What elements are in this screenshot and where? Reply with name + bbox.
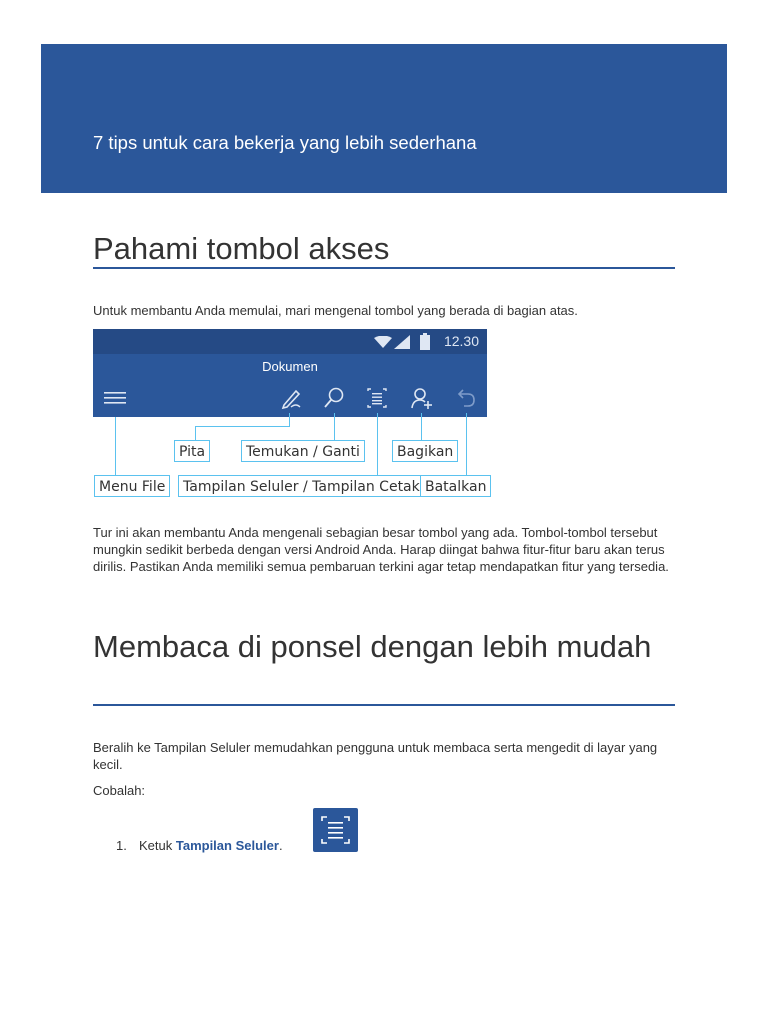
header-banner xyxy=(41,44,727,193)
mobile-view-link-text: Tampilan Seluler xyxy=(175,838,279,853)
step-1-suffix: . xyxy=(278,838,283,853)
heading-underline xyxy=(93,267,675,269)
connector-line xyxy=(334,413,335,440)
share-person-icon[interactable] xyxy=(409,385,435,411)
callout-undo: Batalkan xyxy=(420,475,491,497)
connector-line xyxy=(195,426,290,427)
wifi-icon xyxy=(374,336,392,348)
document-title: Dokumen xyxy=(262,359,318,374)
tour-paragraph: Tur ini akan membantu Anda mengenali sebagian besar tombol yang ada. Tombol-tombol tersebut mungkin sedikit berbeda dengan versi Android Anda. Harap diingat bahwa fitur-fitur baru akan terus dirilis. Pastikan Anda memiliki semua pembaruan terkini agar tetap mendapatkan fitur yang tersedia. xyxy=(93,525,669,574)
mobile-view-icon xyxy=(313,808,358,852)
connector-line xyxy=(289,413,290,427)
pen-icon[interactable] xyxy=(278,385,304,411)
status-bar xyxy=(93,329,487,354)
banner-title: 7 tips untuk cara bekerja yang lebih sederhana xyxy=(93,132,477,153)
menu-icon[interactable] xyxy=(102,385,128,411)
connector-line xyxy=(466,413,467,475)
callout-find-replace: Temukan / Ganti xyxy=(241,440,365,462)
heading-underline xyxy=(93,704,675,706)
callout-share: Bagikan xyxy=(392,440,458,462)
search-icon[interactable] xyxy=(321,385,347,411)
mobile-view-icon[interactable] xyxy=(364,385,390,411)
undo-icon[interactable] xyxy=(452,385,478,411)
connector-line xyxy=(115,417,116,475)
battery-icon xyxy=(420,333,430,350)
step-number: 1. xyxy=(116,838,127,853)
section-heading-access-buttons: Pahami tombol akses xyxy=(93,231,390,266)
mobile-view-paragraph: Beralih ke Tampilan Seluler memudahkan pengguna untuk membaca serta mengedit di layar yang kecil. xyxy=(93,740,658,772)
connector-line xyxy=(195,426,196,440)
callout-mobile-print-view: Tampilan Seluler / Tampilan Cetak xyxy=(178,475,425,497)
step-1-text xyxy=(139,838,283,853)
callout-file-menu: Menu File xyxy=(94,475,170,497)
intro-paragraph: Untuk membantu Anda memulai, mari mengenal tombol yang berada di bagian atas. xyxy=(93,303,578,318)
section-heading-mobile-reading: Membaca di ponsel dengan lebih mudah xyxy=(93,629,652,664)
phone-toolbar-illustration xyxy=(93,329,487,417)
signal-icon xyxy=(394,335,410,349)
status-time: 12.30 xyxy=(443,333,479,349)
callout-pita: Pita xyxy=(174,440,210,462)
try-it-label: Cobalah: xyxy=(93,783,146,798)
step-1-prefix: Ketuk xyxy=(139,838,176,853)
connector-line xyxy=(421,413,422,440)
mobile-view-button[interactable] xyxy=(313,808,358,852)
connector-line xyxy=(377,413,378,475)
